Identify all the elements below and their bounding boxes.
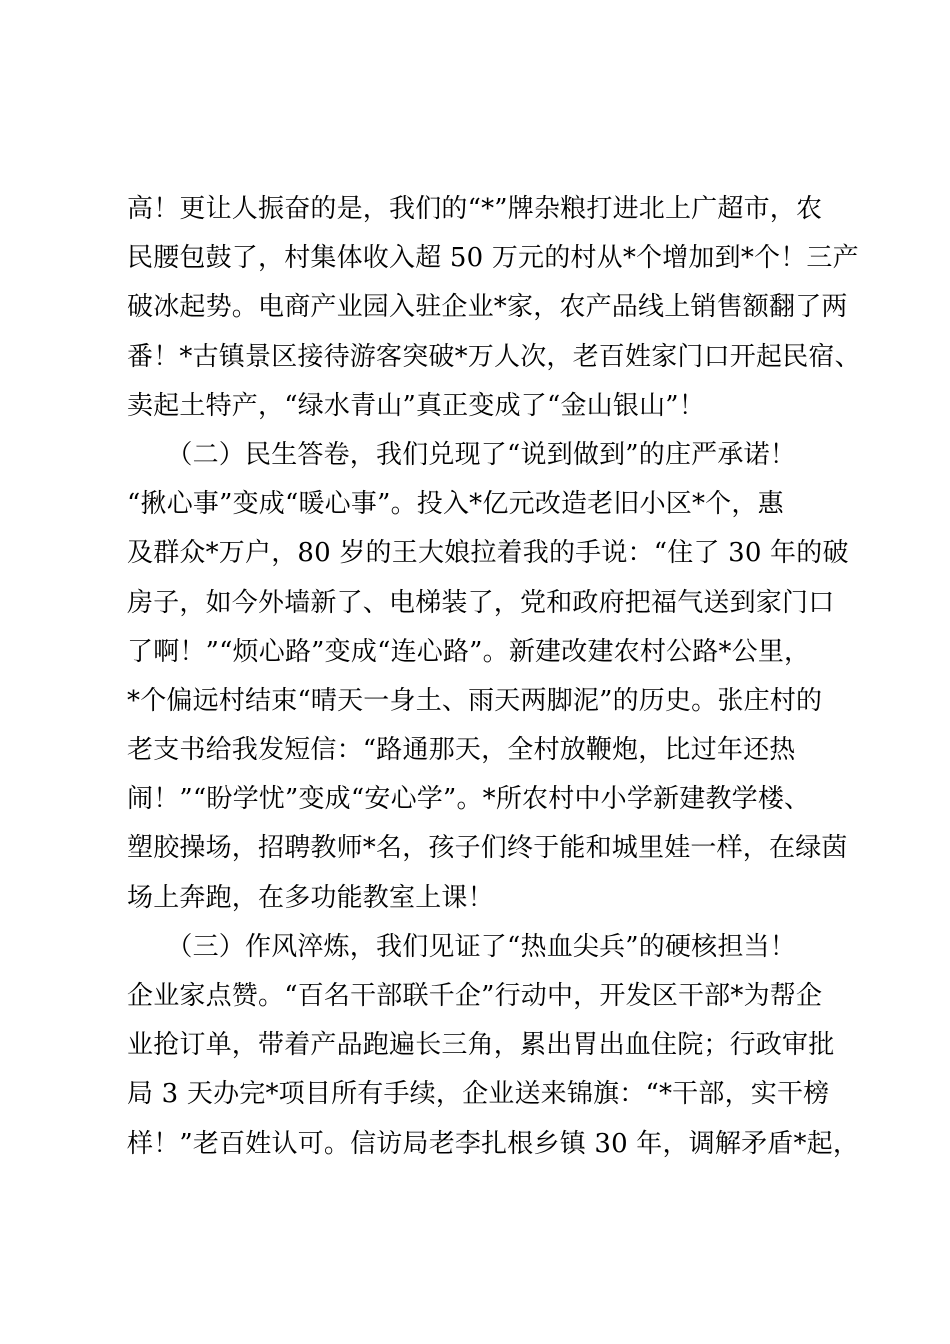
- body-text: [127, 185, 861, 1169]
- text-line: 样！”老百姓认可。信访局老李扎根乡镇 30 年，调解矛盾*起，: [127, 1128, 860, 1159]
- text-line: *个偏远村结束“晴天一身土、雨天两脚泥”的历史。张庄村的: [127, 685, 823, 716]
- text-line: 场上奔跑，在多功能教室上课！: [127, 882, 494, 913]
- section-heading-three: （三）作风淬炼，我们见证了“热血尖兵”的硬核担当！: [127, 931, 796, 962]
- text-line: 及群众*万户，80 岁的王大娘拉着我的手说：“住了 30 年的破: [127, 538, 849, 569]
- text-line: 民腰包鼓了，村集体收入超 50 万元的村从*个增加到*个！三产: [127, 243, 859, 274]
- text-line: 闹！”“盼学忧”变成“安心学”。*所农村中小学新建教学楼、: [127, 784, 811, 815]
- text-line: 了啊！”“烦心路”变成“连心路”。新建改建农村公路*公里，: [127, 636, 811, 667]
- text-line: 老支书给我发短信：“路通那天，全村放鞭炮，比过年还热: [127, 735, 796, 766]
- text-line: 塑胶操场，招聘教师*名，孩子们终于能和城里娃一样，在绿茵: [127, 833, 848, 864]
- text-line: 业抢订单，带着产品跑遍长三角，累出胃出血住院；行政审批: [127, 1030, 835, 1061]
- text-line: 卖起土特产，“绿水青山”真正变成了“金山银山”！: [127, 390, 705, 421]
- text-line: 高！更让人振奋的是，我们的“*”牌杂粮打进北上广超市，农: [127, 194, 823, 224]
- text-line: 企业家点赞。“百名干部联千企”行动中，开发区干部*为帮企: [127, 981, 823, 1011]
- text-line: 局 3 天办完*项目所有手续，企业送来锦旗：“*干部，实干榜: [127, 1079, 830, 1110]
- text-line: 番！*古镇景区接待游客突破*万人次，老百姓家门口开起民宿、: [127, 341, 861, 372]
- text-line: 破冰起势。电商产业园入驻企业*家，农产品线上销售额翻了两: [127, 292, 848, 323]
- text-line: 房子，如今外墙新了、电梯装了，党和政府把福气送到家门口: [127, 587, 835, 618]
- text-line: “揪心事”变成“暖心事”。投入*亿元改造老旧小区*个，惠: [127, 489, 784, 520]
- section-heading-two: （二）民生答卷，我们兑现了“说到做到”的庄严承诺！: [127, 439, 796, 470]
